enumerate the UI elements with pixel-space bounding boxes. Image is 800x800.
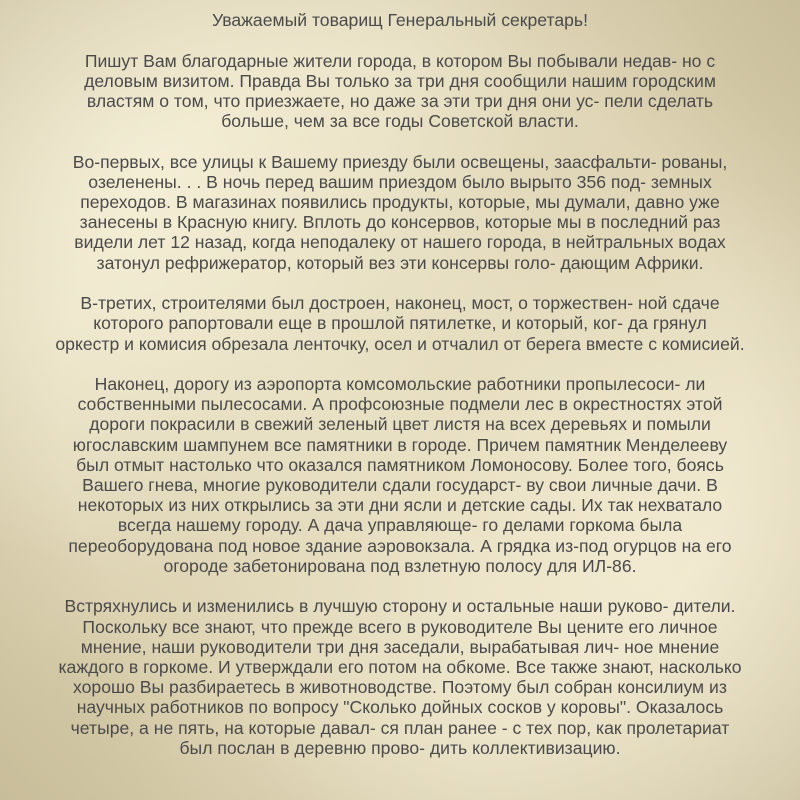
paragraph-line: каждого в горкоме. И утверждали его потом на обкоме. Все также знают, насколько [58,656,742,677]
paragraph-line: затонул рефрижератор, который вез эти консервы голо- дающим Африки. [96,252,704,273]
paragraph-line: Поскольку все знают, что прежде всего в руководителе Вы цените его личное [82,616,718,637]
paragraph-line: больше, чем за все годы Советской власти. [221,111,579,132]
paragraph-line: оркестр и комисия обрезала ленточку, осел и отчалил от берега вместе с комисией. [55,333,745,354]
letter-paragraph [4,51,796,132]
paragraph-line: некоторых из них открылись за эти дни ясли и детские сады. Их так нехватало [77,495,723,516]
paragraph-line: переходов. В магазинах появились продукты, которые, мы думали, давно уже [80,192,720,213]
paragraph-line: был отмыт настолько что оказался памятником Ломоносову. Более того, боясь [76,454,724,475]
paragraph-line: Наконец, дорогу из аэропорта комсомольские работники пропылесоси- ли [94,374,706,395]
paragraph-line: которого рапортовали еще в прошлой пятилетке, и который, ког- да грянул [93,313,707,334]
letter-paragraph [4,293,796,354]
paragraph-line: собственными пылесосами. А профсоюзные подмели лес в окрестностях этой [77,394,723,415]
letter-body [4,30,796,758]
paragraph-spacer [4,30,796,50]
paragraph-line: научных работников по вопросу "Сколько дойных сосков у коровы". Оказалось [76,697,724,718]
paragraph-line: мнение, наши руководители три дня заседали, вырабатывая лич- ное мнение [80,636,720,657]
paragraph-line: озеленены. . . В ночь перед вашим приездом было вырыто 356 под- земных [88,171,712,192]
paragraph-line: Во-первых, все улицы к Вашему приезду были освещены, заасфальти- рованы, [72,151,728,172]
paragraph-line: дороги покрасили в свежий зеленый цвет листя на всех деревьях и помыли [89,414,711,435]
paragraph-line: хорошо Вы разбираетесь в животноводстве. Поэтому был собран консилиум из [73,677,727,698]
paragraph-line: был послан в деревню прово- дить коллективизацию. [179,737,621,758]
letter-paragraph [4,374,796,576]
paragraph-line: Пишут Вам благодарные жители города, в котором Вы побывали недав- но с [84,50,716,71]
paragraph-line: переоборудована под новое здание аэровокзала. А грядка из-под огурцов на его [68,535,732,556]
letter-paragraph [4,596,796,758]
paragraph-line: всегда нашему городу. А дача управляюще- го делами горкома была [117,515,683,536]
paragraph-line: В-третих, строителями был достроен, наконец, мост, о торжествен- ной сдаче [80,293,720,314]
paragraph-spacer [4,131,796,151]
paragraph-line: Встряхнулись и изменились в лучшую сторону и остальные наши руково- дители. [64,596,736,617]
paragraph-line: огороде забетонирована под взлетную полосу для ИЛ-86. [163,555,637,576]
paragraph-spacer [4,273,796,293]
paragraph-line: занесены в Красную книгу. Вплоть до консервов, которые мы в последний раз [79,212,721,233]
paragraph-spacer [4,354,796,374]
paragraph-spacer [4,576,796,596]
letter-salutation: Уважаемый товарищ Генеральный секретарь! [212,10,588,30]
paragraph-line: Вашего гнева, многие руководители сдали государст- ву свои личные дачи. В [82,475,718,496]
paragraph-line: югославским шампунем все памятники в городе. Причем памятник Менделееву [72,434,728,455]
letter-paragraph [4,152,796,273]
paragraph-line: властям о том, что приезжаете, но даже за эти три дня они ус- пели сделать [86,90,714,111]
paragraph-line: видели лет 12 назад, когда неподалеку от нашего города, в нейтральных водах [74,232,726,253]
paragraph-line: деловым визитом. Правда Вы только за три дня сообщили нашим городским [84,70,716,91]
paragraph-line: четыре, а не пять, на которые давал- ся план ранее - с тех пор, как пролетариат [70,717,730,738]
